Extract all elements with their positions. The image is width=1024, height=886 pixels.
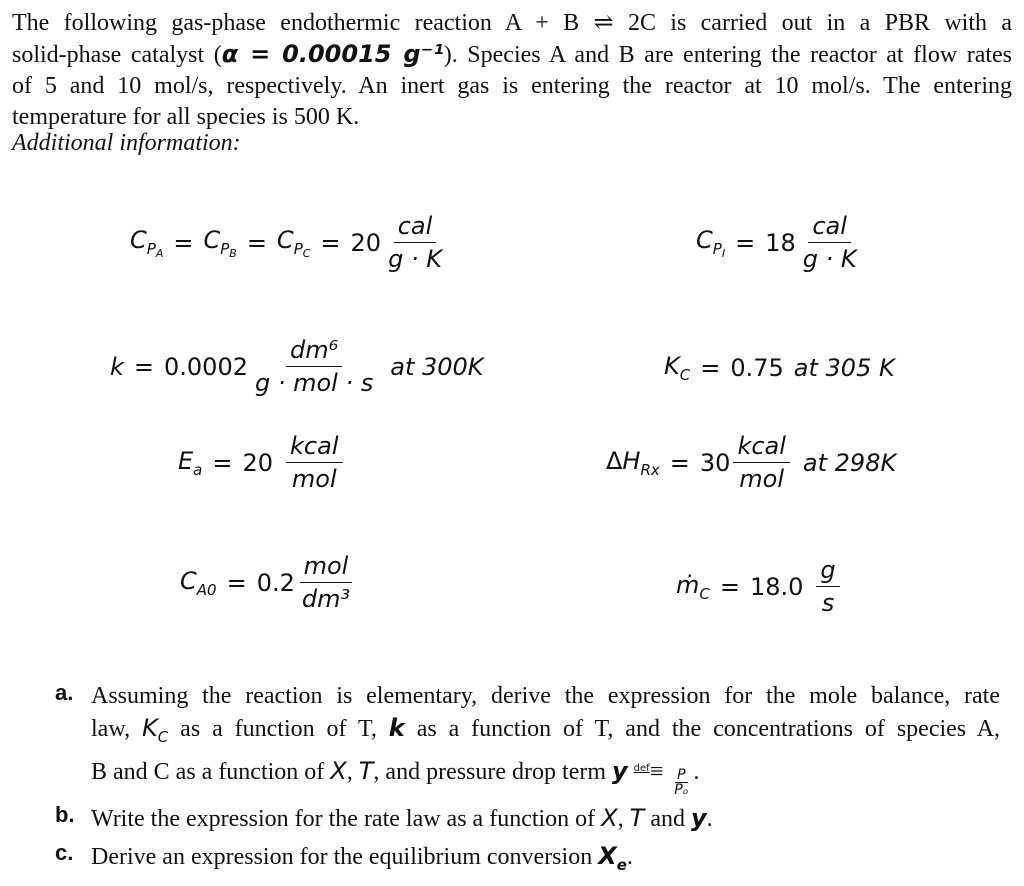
- cp-i-value: 18: [765, 228, 796, 257]
- eq-k: k = 0.0002 $\frac{\text{dm⁶}}{\text{g · mol · s}}$ at 300K: [110, 336, 484, 397]
- k-condition: at 300K: [390, 352, 484, 381]
- eq-cp-i: $C_{P_I}$ = 18 $\frac{\text{cal}}{g \cdot K}$: [696, 212, 864, 273]
- kc-condition: at 305 K: [793, 354, 895, 382]
- eq-ca0: $C_{A0}$ = 0.2 $\frac{\text{mol}}{\text{dm³}}$: [180, 552, 357, 613]
- question-b: b. Write the expression for the rate law as a function of X, T and y.: [55, 802, 1000, 835]
- additional-info-heading: Additional information:: [12, 130, 241, 156]
- mc-unit: $\frac{g}{s}$: [816, 556, 839, 617]
- ca0-value: 0.2: [256, 568, 295, 597]
- question-a: a. Assuming the reaction is elementary, derive the expression for the mole balance, rate law, $K_C$ as a function of T, k as a function of T, and the concentrations of species A, B and C as a function of X, T, and pressure drop term y def≡ $\frac{P}{\text{Pₒ}}$ .: [55, 680, 1001, 798]
- eq-kc: $K_C$ = 0.75 at 305 K: [664, 352, 895, 384]
- eq-mc-dot: ṁ$_C$ = 18.0 $\frac{g}{s}$: [676, 556, 843, 617]
- dh-value: 30: [699, 448, 731, 477]
- eq-ea: $E_a$ = 20 $\frac{\text{kcal}}{\text{mol}}$: [178, 432, 346, 493]
- intro-line-4: temperature for all species is 500 K.: [12, 104, 360, 130]
- question-c: c. Derive an expression for the equilibrium conversion $X_e$.: [55, 840, 1000, 881]
- ea-value: 20: [242, 448, 274, 477]
- intro-line-3: of 5 and 10 mol/s, respectively. An inert gas is entering the reactor at 10 mol/s. The entering: [12, 73, 1012, 99]
- question-label: a.: [55, 680, 74, 705]
- kc-value: 0.75: [730, 354, 784, 382]
- ea-unit: $\frac{\text{kcal}}{\text{mol}}$: [286, 432, 342, 493]
- k-value: 0.0002: [164, 352, 248, 381]
- question-label: c.: [55, 840, 74, 865]
- eq-delta-h-rx: $\Delta H_{Rx}$ = 30 $\frac{\text{kcal}}{\text{mol}}$ at 298K: [606, 432, 897, 493]
- question-list: [55, 680, 1000, 886]
- k-unit: $\frac{\text{dm⁶}}{\text{g · mol · s}}$: [255, 336, 374, 397]
- eq-cp-abc: $C_{P_A}$ = $C_{P_B}$ = $C_{P_C}$ = 20 $\frac{\text{cal}}{g \cdot K}$: [130, 212, 449, 273]
- problem-statement: [12, 8, 1012, 133]
- dh-condition: at 298K: [802, 448, 897, 477]
- cp-abc-value: 20: [350, 228, 382, 257]
- alpha-value: α = 0.00015 g⁻¹: [221, 40, 444, 68]
- intro-line-1: The following gas-phase endothermic reaction A + B ⇌ 2C is carried out in a PBR with a: [12, 10, 1012, 36]
- dh-unit: $\frac{\text{kcal}}{\text{mol}}$: [733, 432, 789, 493]
- cp-i-unit: $\frac{\text{cal}}{g \cdot K}$: [802, 212, 857, 273]
- mc-value: 18.0: [749, 572, 804, 601]
- question-label: b.: [55, 802, 75, 827]
- ca0-unit: $\frac{\text{mol}}{\text{dm³}}$: [298, 552, 354, 613]
- cp-abc-unit: $\frac{\text{cal}}{g \cdot K}$: [388, 212, 442, 273]
- intro-line-2: solid-phase catalyst (α = 0.00015 g⁻¹). Species A and B are entering the reactor at flow rates: [12, 40, 1013, 68]
